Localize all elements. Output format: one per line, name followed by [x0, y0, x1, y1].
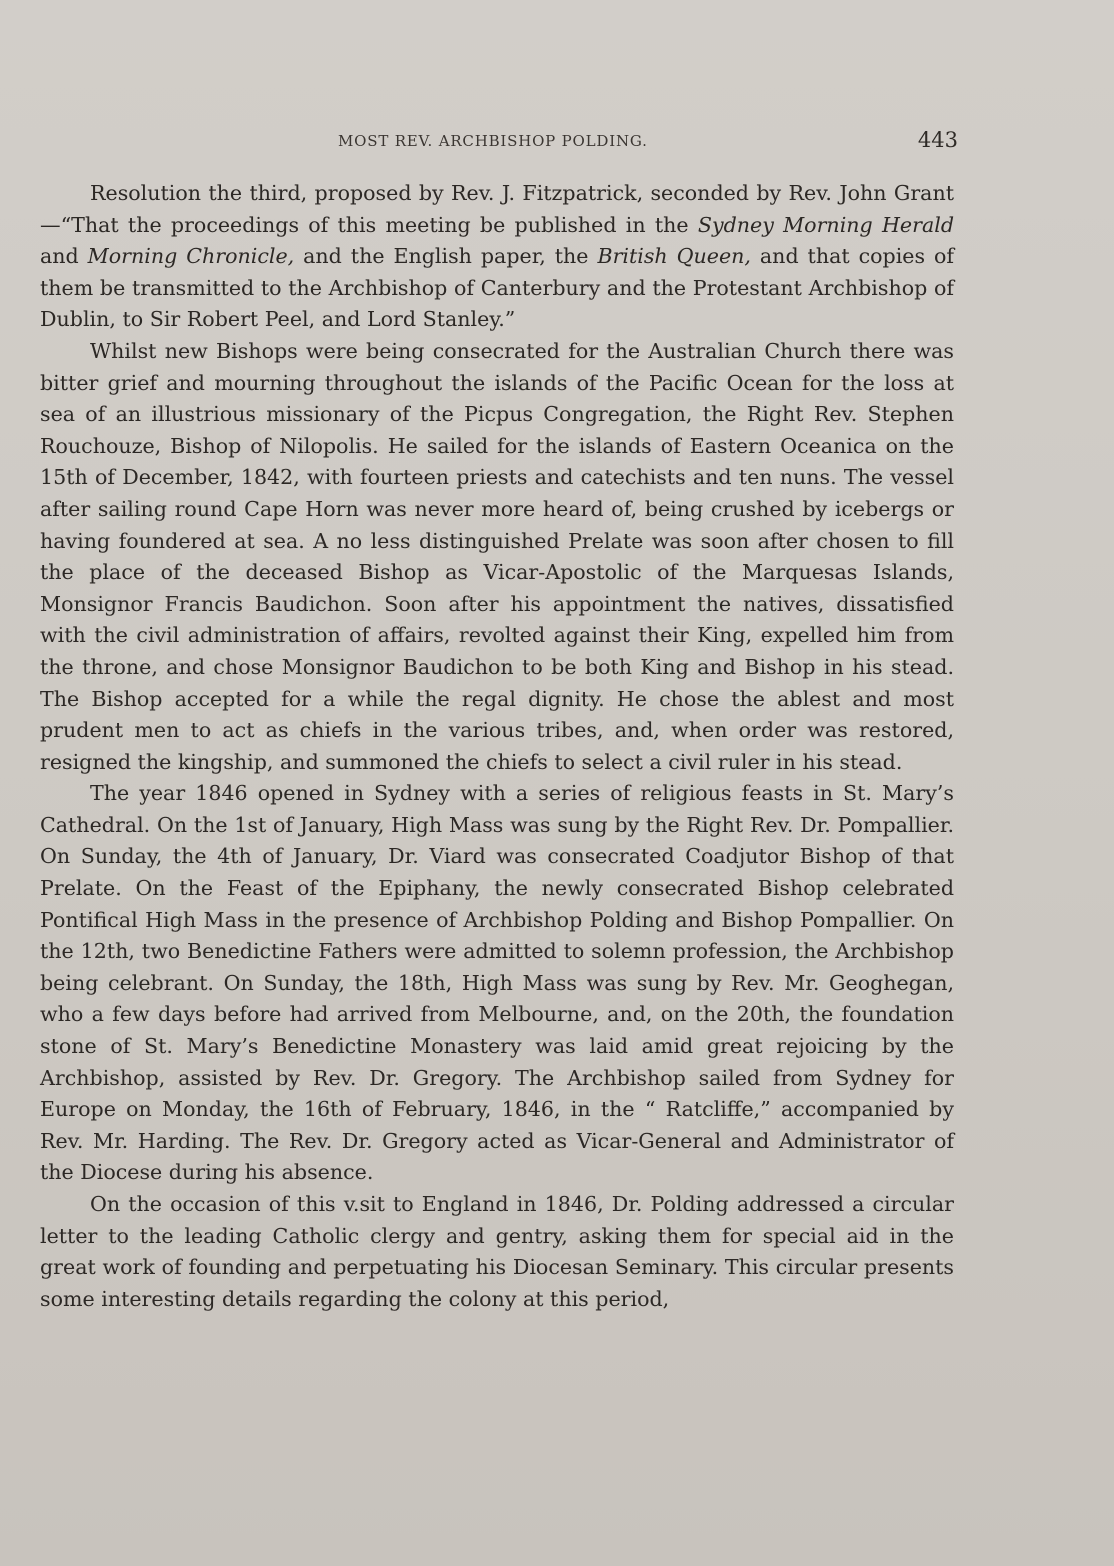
text-segment: The year 1846 opened in Sydney with a series of religious feasts in St. Mary’s Cathedral. On the 1st of January, High Mass was sung by the Right Rev. Dr. Pompallier. On Sunday, the 4th of January, Dr. Viard was consecrated Coadjutor Bishop of that Prelate. On the Feast of the Epiphany, the newly consecrated Bishop celebrated Pontifical High Mass in the presence of Archbishop Polding and Bishop Pompallier. On the 12th, two Benedictine Fathers were admitted to solemn profession, the Archbishop being celebrant. On Sunday, the 18th, High Mass was sung by Rev. Mr. Geoghegan, who a few days before had arrived from Melbourne, and, on the 20th, the foundation stone of St. Mary’s Benedictine Monastery was laid amid great rejoicing by the Archbishop, assisted by Rev. Dr. Gregory. The Archbishop sailed from Sydney for Europe on Monday, the 16th of February, 1846, in the “ Ratcliffe,” accompanied by Rev. Mr. Harding. The Rev. Dr. Gregory acted as Vicar-General and Administrator of the Diocese during his absence. [40, 781, 954, 1185]
text-segment: On the occasion of this v.sit to England in 1846, Dr. Polding addressed a circular letter to the leading Catholic clergy and gentry, asking them for special aid in the great work of founding and perpetuating his Diocesan Seminary. This circular presents some interesting details regarding the colony at this period, [40, 1192, 954, 1311]
text-segment: and that copies of them be transmitted to the Archbishop of Canterbury and the Protestant Archbishop of Dublin, to Sir Robert Peel, and Lord Stanley.” [40, 244, 955, 332]
running-title: MOST REV. ARCHBISHOP POLDING. [338, 132, 648, 150]
italic-newspaper-title: Sydney Morning Herald [697, 212, 955, 237]
page-number: 443 [917, 128, 958, 152]
italic-newspaper-title: British Queen, [597, 244, 751, 269]
body-text [40, 178, 954, 1315]
paragraph-2 [40, 336, 954, 778]
paragraph-1 [40, 178, 954, 336]
text-segment: Resolution the third, proposed by Rev. J. Fitzpatrick, seconded by Rev. John Grant—“That the proceedings of this meeting be published in the [40, 181, 954, 237]
paragraph-3 [40, 778, 954, 1189]
text-segment: Whilst new Bishops were being consecrated for the Australian Church there was bitter grief and mourning throughout the islands of the Pacific Ocean for the loss at sea of an illustrious missionary of the Picpus Congregation, the Right Rev. Stephen Rouchouze, Bishop of Nilopolis. He sailed for the islands of Eastern Oceanica on the 15th of December, 1842, with fourteen priests and catechists and ten nuns. The vessel after sailing round Cape Horn was never more heard of, being crushed by icebergs or having foundered at sea. A no less distinguished Prelate was soon after chosen to fill the place of the deceased Bishop as Vicar-Apostolic of the Marquesas Islands, Monsignor Francis Baudichon. Soon after his appointment the natives, dissatisfied with the civil administration of affairs, revolted against their King, expelled him from the throne, and chose Monsignor Baudichon to be both King and Bishop in his stead. The Bishop accepted for a while the regal dignity. He chose the ablest and most prudent men to act as chiefs in the various tribes, and, when order was restored, resigned the kingship, and summoned the chiefs to select a civil ruler in his stead. [40, 338, 954, 774]
paragraph-4 [40, 1189, 954, 1315]
page-header [40, 128, 958, 158]
italic-newspaper-title: Morning Chronicle, [87, 244, 295, 269]
text-segment: and [40, 244, 88, 269]
text-segment: and the English paper, the [294, 244, 598, 269]
